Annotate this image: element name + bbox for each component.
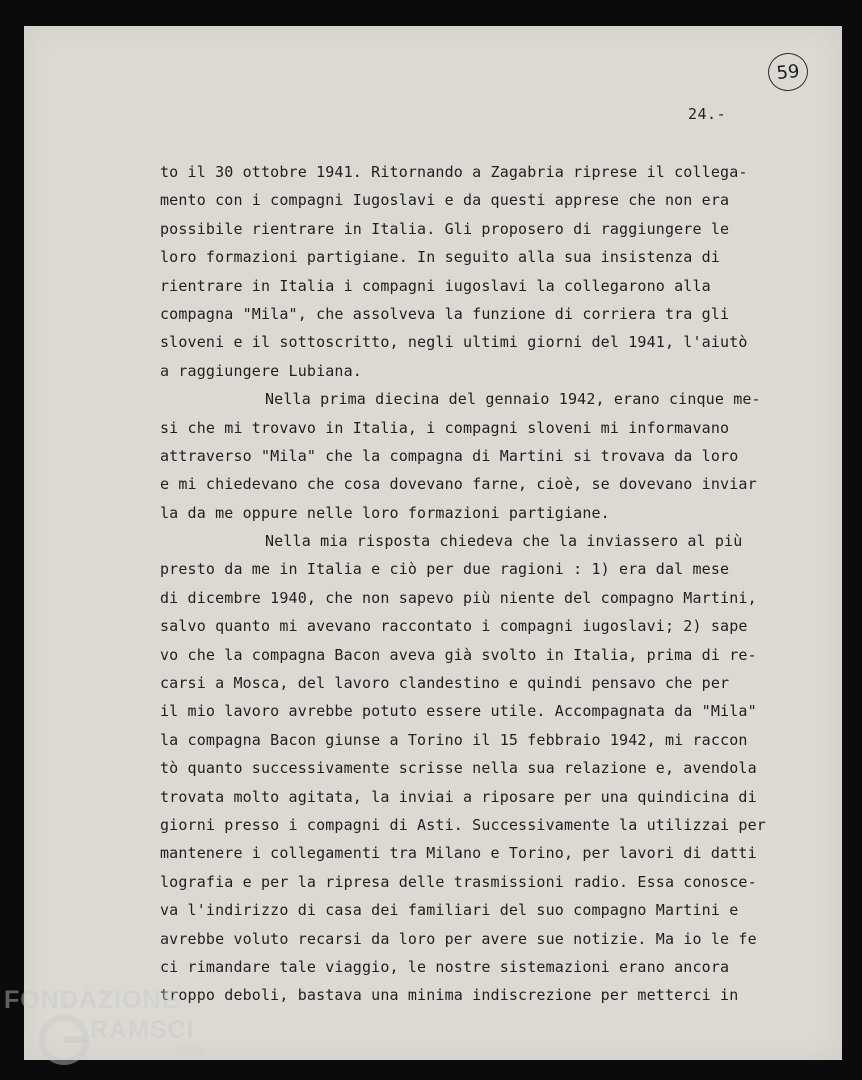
text-line: trovata molto agitata, la inviai a riposare per una quindicina di xyxy=(160,787,757,806)
text-line: lografia e per la ripresa delle trasmissioni radio. Essa conosce- xyxy=(160,872,757,891)
text-line: tò quanto successivamente scrisse nella sua relazione e, avendola xyxy=(160,759,757,778)
watermark-line-2: RAMSCI xyxy=(90,1016,195,1044)
text-line: giorni presso i compagni di Asti. Successivamente la utilizzai per xyxy=(160,815,766,834)
text-line: compagna "Mila", che assolveva la funzione di corriera tra gli xyxy=(160,304,730,323)
text-line: presto da me in Italia e ciò per due ragioni : 1) era dal mese xyxy=(160,560,730,579)
text-line: salvo quanto mi avevano raccontato i compagni iugoslavi; 2) sape xyxy=(160,617,748,636)
text-line: ci rimandare tale viaggio, le nostre sistemazioni erano ancora xyxy=(160,957,730,976)
text-line: sloveni e il sottoscritto, negli ultimi giorni del 1941, l'aiutò xyxy=(160,333,748,352)
text-line: la compagna Bacon giunse a Torino il 15 febbraio 1942, mi raccon xyxy=(160,730,748,749)
text-line: di dicembre 1940, che non sapevo più niente del compagno Martini, xyxy=(160,588,757,607)
text-line: mantenere i collegamenti tra Milano e Torino, per lavori di datti xyxy=(160,844,757,863)
text-line: e mi chiedevano che cosa dovevano farne, cioè, se dovevano inviar xyxy=(160,475,757,494)
gramsci-g-logo-icon xyxy=(38,1014,90,1066)
text-line: mento con i compagni Iugoslavi e da questi apprese che non era xyxy=(160,191,730,210)
text-line: Nella mia risposta chiedeva che la inviassero al più xyxy=(265,532,743,551)
text-line: la da me oppure nelle loro formazioni partigiane. xyxy=(160,503,610,522)
text-line: to il 30 ottobre 1941. Ritornando a Zagabria riprese il collega- xyxy=(160,163,748,181)
text-line: loro formazioni partigiane. In seguito alla sua insistenza di xyxy=(160,248,721,267)
text-line: Nella prima diecina del gennaio 1942, erano cinque me- xyxy=(265,390,761,409)
watermark-line-3: onlus xyxy=(176,1044,203,1056)
text-line: vo che la compagna Bacon aveva già svolto in Italia, prima di re- xyxy=(160,645,757,664)
page-number: 24.- xyxy=(688,105,727,123)
text-line: carsi a Mosca, del lavoro clandestino e quindi pensavo che per xyxy=(160,674,730,693)
text-line: avrebbe voluto recarsi da loro per avere sue notizie. Ma io le fe xyxy=(160,929,757,948)
text-line: rientrare in Italia i compagni iugoslavi la collegarono alla xyxy=(160,276,711,295)
text-line: va l'indirizzo di casa dei familiari del suo compagno Martini e xyxy=(160,901,739,920)
text-line: possibile rientrare in Italia. Gli proposero di raggiungere le xyxy=(160,219,730,238)
text-line: troppo deboli, bastava una minima indiscrezione per metterci in xyxy=(160,986,739,1005)
text-line: attraverso "Mila" che la compagna di Martini si trovava da loro xyxy=(160,446,739,465)
watermark-line-1: FONDAZIONE xyxy=(4,986,180,1014)
text-line: il mio lavoro avrebbe potuto essere utile. Accompagnata da "Mila" xyxy=(160,702,757,721)
text-line: a raggiungere Lubiana. xyxy=(160,361,362,380)
stamp-number: 59 xyxy=(775,60,801,84)
typed-text-body xyxy=(160,158,800,1010)
fondazione-gramsci-watermark xyxy=(4,986,224,1076)
text-line: si che mi trovavo in Italia, i compagni sloveni mi informavano xyxy=(160,418,730,437)
